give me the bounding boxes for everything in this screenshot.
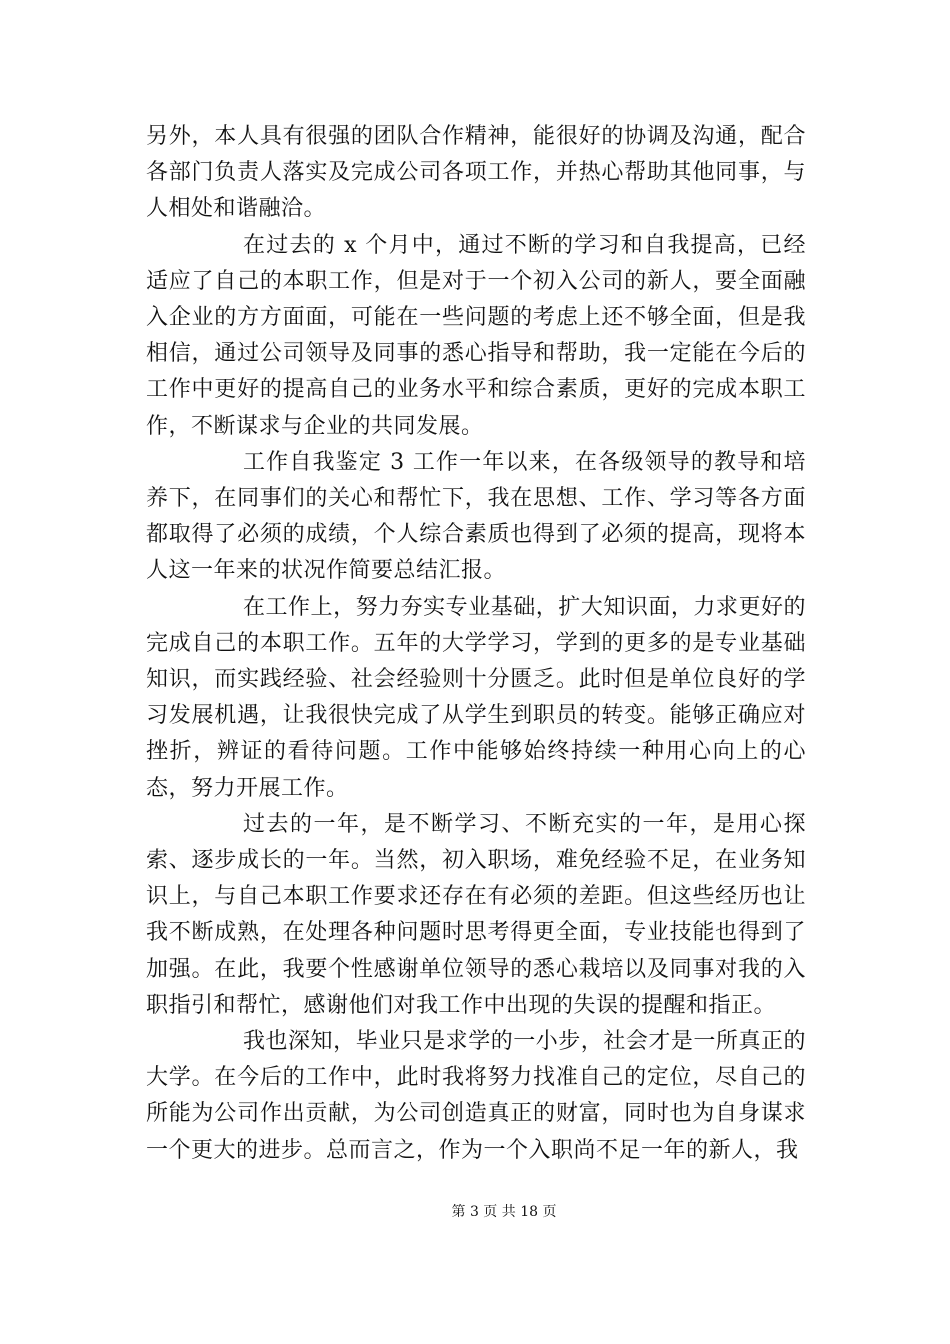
paragraph-6: 我也深知，毕业只是求学的一小步，社会才是一所真正的大学。在今后的工作中，此时我将努力找准自己的定位，尽自己的所能为公司作出贡献，为公司创造真正的财富，同时也为自身谋求一个更大的进步。总而言之，作为一个入职尚不足一年的新人，我 (146, 1029, 806, 1163)
page-number-footer: 第 3 页 共 18 页 (451, 1204, 557, 1220)
paragraph-4: 在工作上，努力夯实专业基础，扩大知识面，力求更好的完成自己的本职工作。五年的大学学习，学到的更多的是专业基础知识，而实践经验、社会经验则十分匮乏。此时但是单位良好的学习发展机遇，让我很快完成了从学生到职员的转变。能够正确应对挫折，辨证的看待问题。工作中能够始终持续一种用心向上的心态，努力开展工作。 (146, 594, 806, 801)
document-body (146, 119, 806, 1169)
paragraph-5: 过去的一年，是不断学习、不断充实的一年，是用心探索、逐步成长的一年。当然，初入职场，难免经验不足，在业务知识上，与自己本职工作要求还存在有必须的差距。但这些经历也让我不断成熟，在处理各种问题时思考得更全面，专业技能也得到了加强。在此，我要个性感谢单位领导的悉心栽培以及同事对我的入职指引和帮忙，感谢他们对我工作中出现的失误的提醒和指正。 (146, 811, 806, 1018)
paragraph-3: 工作自我鉴定 3 工作一年以来，在各级领导的教导和培养下，在同事们的关心和帮忙下，我在思想、工作、学习等各方面都取得了必须的成绩，个人综合素质也得到了必须的提高，现将本人这一年来的状况作简要总结汇报。 (146, 449, 806, 584)
paragraph-2: 在过去的 x 个月中，通过不断的学习和自我提高，已经适应了自己的本职工作，但是对于一个初入公司的新人，要全面融入企业的方方面面，可能在一些问题的考虑上还不够全面，但是我相信，通过公司领导及同事的悉心指导和帮助，我一定能在今后的工作中更好的提高自己的业务水平和综合素质，更好的完成本职工作，不断谋求与企业的共同发展。 (146, 232, 806, 439)
paragraph-1: 另外，本人具有很强的团队合作精神，能很好的协调及沟通，配合各部门负责人落实及完成公司各项工作，并热心帮助其他同事，与人相处和谐融洽。 (146, 124, 806, 222)
